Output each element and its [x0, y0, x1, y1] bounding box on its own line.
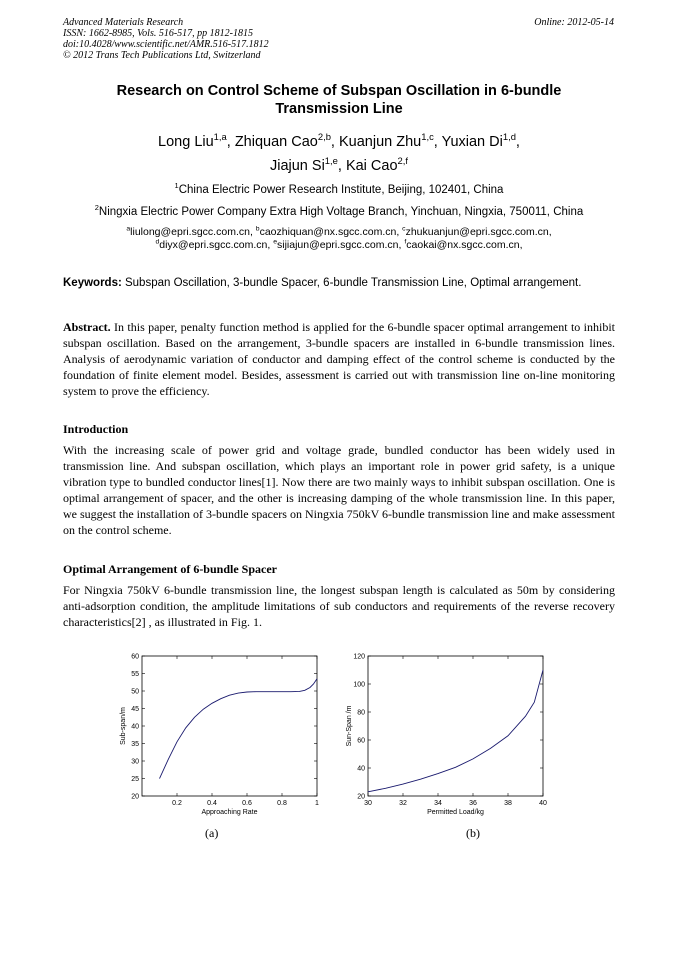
author-sup: 1,c: [421, 131, 434, 143]
title-line-1: Research on Control Scheme of Subspan Oscillation in 6-bundle: [116, 83, 562, 99]
y-tick-label: 80: [357, 709, 365, 717]
figure-1b-chart: [335, 648, 550, 823]
y-tick-label: 60: [357, 737, 365, 745]
y-tick-label: 40: [131, 723, 139, 731]
x-tick-label: 0.2: [172, 800, 182, 807]
email-link[interactable]: sijiajun@epri.sgcc.com.cn,: [276, 239, 402, 251]
author-line-2: Jiajun Si$^{1,e}$, Kai Cao$^{2,f}$: [269, 155, 408, 174]
x-tick-label: 30: [364, 800, 372, 807]
affiliation-sup: 2: [94, 203, 99, 213]
author-name: Zhiquan Cao: [234, 134, 318, 150]
author-name: Kai Cao: [345, 158, 398, 174]
keywords-text: Subspan Oscillation, 3-bundle Spacer, 6-bundle Transmission Line, Optimal arrangement.: [121, 277, 582, 289]
x-tick-label: 0.4: [207, 800, 217, 807]
figure-caption-a: (a): [205, 826, 219, 840]
x-tick-label: 32: [399, 800, 407, 807]
y-tick-label: 25: [131, 776, 139, 783]
keywords: [63, 276, 615, 290]
author-sup: 2,b: [317, 131, 331, 143]
introduction-text: With the increasing scale of power grid and voltage grade, bundled conductor has been widely used in transmission line. And subspan oscillation, which plays an important role in power grid safety, is a unique vibration type to bundled conductor lines[1]. Now there are two mainly ways to inhibit subspan oscillation. One is optimal arrangement of spacer, and the other is increasing damping of the whole transmission line. In this paper, we suggest the installation of 3-bundle spacers on Ningxia 750kV 6-bundle transmission line and make assessment on the control scheme.: [63, 443, 616, 537]
x-tick-label: 0.8: [277, 800, 287, 807]
author-sup: 2,f: [397, 155, 408, 167]
keywords-label: Keywords:: [63, 277, 122, 289]
author-sup: 1,e: [324, 155, 338, 167]
online-date: Online: 2012-05-14: [534, 17, 614, 28]
author-list: [63, 130, 615, 178]
x-tick-label: 40: [539, 800, 547, 807]
x-tick-label: 1: [315, 800, 319, 807]
x-tick-label: 0.6: [242, 800, 252, 807]
x-tick-label: 34: [434, 800, 442, 807]
copyright-line: © 2012 Trans Tech Publications Ltd, Switzerland: [63, 50, 261, 61]
abstract: [63, 319, 615, 399]
figure-caption-b: (b): [466, 826, 480, 840]
x-axis-label: Approaching Rate: [201, 809, 258, 816]
plot-frame: [142, 656, 317, 796]
x-axis-label: Permitted Load/kg: [427, 809, 484, 816]
author-sup: 1,d: [502, 131, 516, 143]
doi-line: doi:10.4028/www.scientific.net/AMR.516-517.1812: [63, 39, 269, 50]
y-tick-label: 100: [353, 681, 365, 689]
email-list: [63, 226, 615, 252]
introduction-heading: Introduction: [63, 422, 129, 436]
y-tick-label: 40: [357, 765, 365, 773]
journal-header: [63, 17, 269, 61]
x-tick-label: 36: [469, 800, 477, 807]
author-name: Jiajun Si: [269, 158, 325, 174]
affiliation-text: Ningxia Electric Power Company Extra High Voltage Branch, Yinchuan, Ningxia, 750011, China: [98, 206, 584, 218]
author-name: Yuxian Di: [441, 134, 503, 150]
email-link[interactable]: zhukuanjun@epri.sgcc.com.cn,: [405, 226, 552, 238]
email-line-2: [63, 239, 615, 252]
x-tick-label: 38: [504, 800, 512, 807]
email-link[interactable]: caozhiquan@nx.sgcc.com.cn,: [259, 226, 400, 238]
email-line-1: [63, 226, 615, 239]
issn-line: ISSN: 1662-8985, Vols. 516-517, pp 1812-1815: [63, 28, 253, 39]
y-tick-label: 55: [131, 671, 139, 678]
abstract-text: In this paper, penalty function method is applied for the 6-bundle spacer optimal arrangement to inhibit subspan oscillation. Based on the arrangement, 3-bundle spacers are installed in 6-bundle transmission lines. Analysis of aerodynamic variation of conductor and damping effect of the control scheme is conducted by the foundation of finite element model. Besides, assessment is carried out with transmission line on-line monitoring system to prove the efficiency.: [63, 320, 615, 398]
title-line-2: Transmission Line: [275, 101, 403, 117]
y-tick-label: 45: [131, 706, 139, 713]
y-tick-label: 60: [131, 653, 139, 661]
email-sup: e: [273, 238, 277, 246]
y-tick-label: 35: [131, 741, 139, 748]
y-tick-label: 120: [353, 653, 365, 661]
y-tick-label: 20: [131, 793, 139, 801]
email-sup: f: [404, 238, 407, 246]
abstract-label: Abstract.: [63, 320, 111, 334]
series-line: [368, 670, 543, 792]
email-sup: b: [255, 225, 260, 233]
y-tick-label: 50: [131, 688, 139, 696]
email-link[interactable]: caokai@nx.sgcc.com.cn,: [406, 239, 523, 251]
email-sup: a: [126, 225, 131, 233]
affiliation-sup: 1: [174, 181, 179, 191]
author-line-1: Long Liu$^{1,a}$, Zhiquan Cao$^{2,b}$, Kuanjun Zhu$^{1,c}$, Yuxian Di$^{1,d}$,: [158, 131, 520, 150]
y-tick-label: 20: [357, 793, 365, 801]
y-tick-label: 30: [131, 758, 139, 766]
optimal-arrangement-text: For Ningxia 750kV 6-bundle transmission line, the longest subspan length is calculated as 50m by considering anti-adsorption condition, the amplitude limitations of sub conductors and requirements of the reverse recovery characteristics[2] , as illustrated in Fig. 1.: [63, 583, 615, 629]
author-sup: 1,a: [213, 131, 227, 143]
optimal-arrangement-heading: Optimal Arrangement of 6-bundle Spacer: [63, 562, 277, 576]
affiliation-2: [63, 205, 615, 219]
email-sup: c: [402, 225, 406, 233]
author-name: Kuanjun Zhu: [338, 134, 422, 150]
email-sup: d: [155, 238, 160, 246]
email-link[interactable]: liulong@epri.sgcc.com.cn,: [130, 226, 253, 238]
affiliation-1: [63, 183, 615, 197]
email-link[interactable]: diyx@epri.sgcc.com.cn,: [159, 239, 271, 251]
paper-title: [63, 82, 615, 118]
series-line: [160, 679, 318, 779]
author-name: Long Liu: [158, 134, 214, 150]
y-axis-label: Sun-Span /m: [346, 705, 353, 747]
affiliation-text: China Electric Power Research Institute, Beijing, 102401, China: [178, 184, 504, 196]
journal-name: Advanced Materials Research: [63, 17, 184, 28]
figure-1a-chart: [112, 648, 327, 823]
y-axis-label: Sub-span/m: [120, 707, 127, 745]
